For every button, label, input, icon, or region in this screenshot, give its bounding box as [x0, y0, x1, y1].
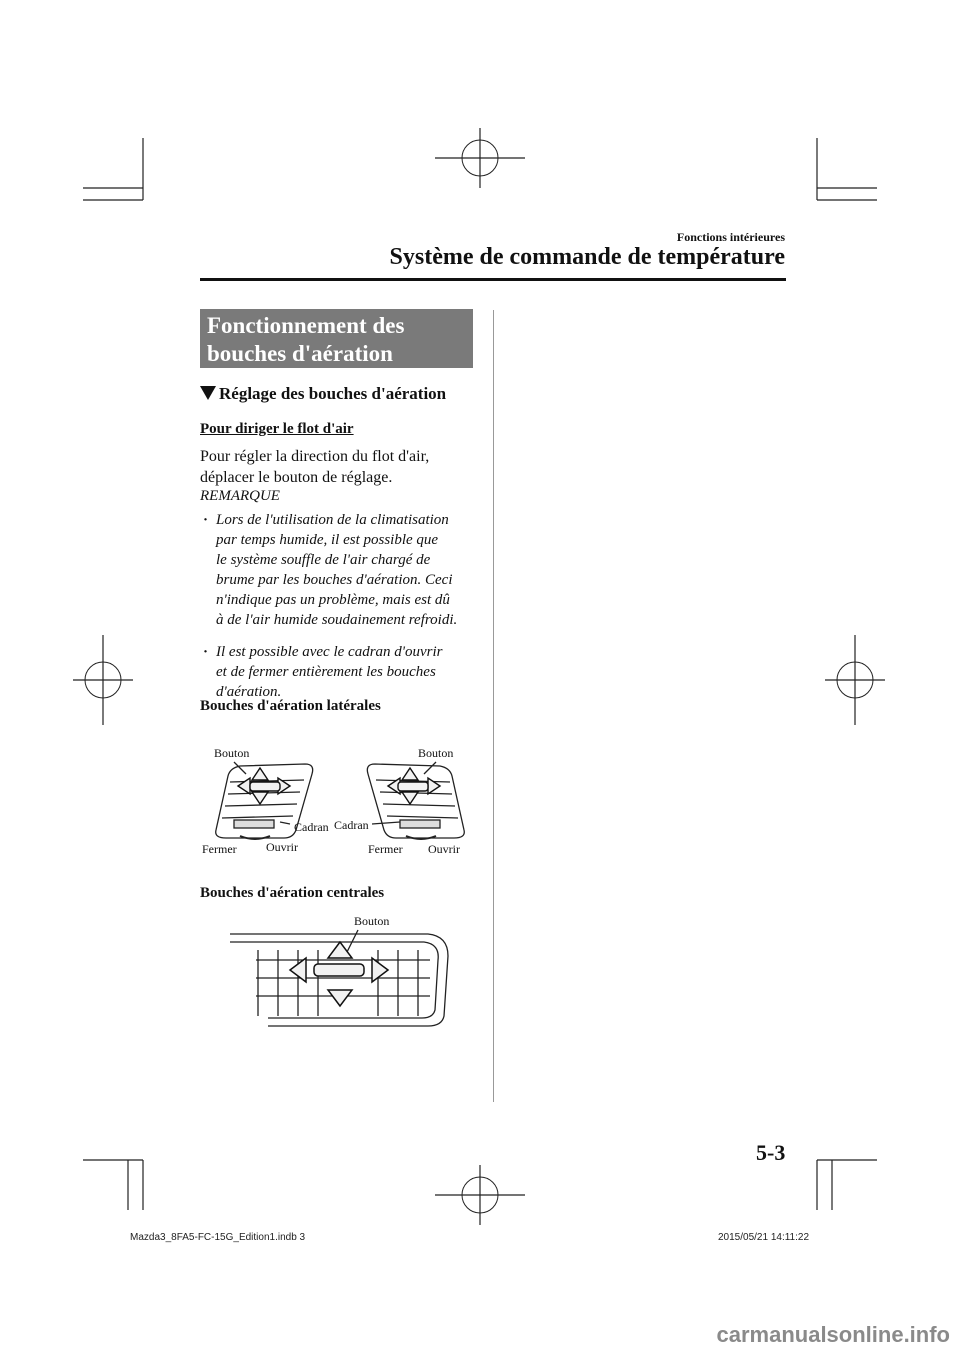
page-title: Système de commande de température	[389, 244, 785, 270]
watermark: carmanualsonline.info	[716, 1322, 950, 1347]
remark-line: par temps humide, il est possible que	[216, 532, 439, 548]
close-label-left: Fermer	[202, 842, 237, 856]
body-paragraph	[200, 446, 480, 488]
center-vents-figure	[228, 912, 453, 1032]
topic-heading: Pour diriger le flot d'air	[200, 421, 354, 437]
center-vents-heading: Bouches d'aération centrales	[200, 885, 385, 901]
center-vents-drawing	[228, 912, 453, 1032]
subheading-text: Réglage des bouches d'aération	[219, 384, 447, 403]
triangle-marker-icon	[200, 386, 216, 400]
remark-line: n'indique pas un problème, mais est dû	[216, 592, 450, 608]
remark-line: et de fermer entièrement les bouches	[216, 664, 436, 680]
dial-label-right: Cadran	[334, 818, 369, 832]
remark-line: · Il est possible avec le cadran d'ouvrir	[216, 644, 443, 660]
remark-item	[200, 642, 490, 702]
remark-line: le système souffle de l'air chargé de	[216, 552, 431, 568]
body-line-2: déplacer le bouton de réglage.	[200, 469, 393, 486]
subheading	[200, 384, 446, 404]
remark-line: · Lors de l'utilisation de la climatisation	[216, 512, 449, 528]
open-label-left: Ouvrir	[266, 840, 298, 854]
column-divider	[493, 310, 494, 1102]
button-label-center: Bouton	[354, 914, 390, 928]
side-vents-heading: Bouches d'aération latérales	[200, 698, 381, 714]
remark-line: d'aération.	[216, 684, 282, 700]
chapter-title: Fonctions intérieures	[676, 230, 785, 244]
side-vents-figure	[200, 738, 480, 863]
remark-line: à de l'air humide soudainement refroidi.	[216, 612, 458, 628]
section-title-line-1: Fonctionnement des	[207, 313, 405, 338]
section-title-line-2: bouches d'aération	[207, 341, 393, 366]
remark-list	[200, 510, 490, 714]
section-title	[200, 309, 473, 368]
close-label-right: Fermer	[368, 842, 403, 856]
button-label-right: Bouton	[418, 746, 454, 760]
dial-label-left: Cadran	[294, 820, 329, 834]
footer-file: Mazda3_8FA5-FC-15G_Edition1.indb 3	[130, 1232, 306, 1243]
footer-timestamp: 2015/05/21 14:11:22	[718, 1232, 810, 1243]
page-number: 5-3	[756, 1140, 786, 1165]
remark-item	[200, 510, 490, 630]
open-label-right: Ouvrir	[428, 842, 460, 856]
button-label-left: Bouton	[214, 746, 250, 760]
remark-title: REMARQUE	[200, 488, 280, 504]
remark-line: brume par les bouches d'aération. Ceci	[216, 572, 453, 588]
body-line-1: Pour régler la direction du flot d'air,	[200, 448, 430, 465]
header-rule	[200, 278, 786, 281]
